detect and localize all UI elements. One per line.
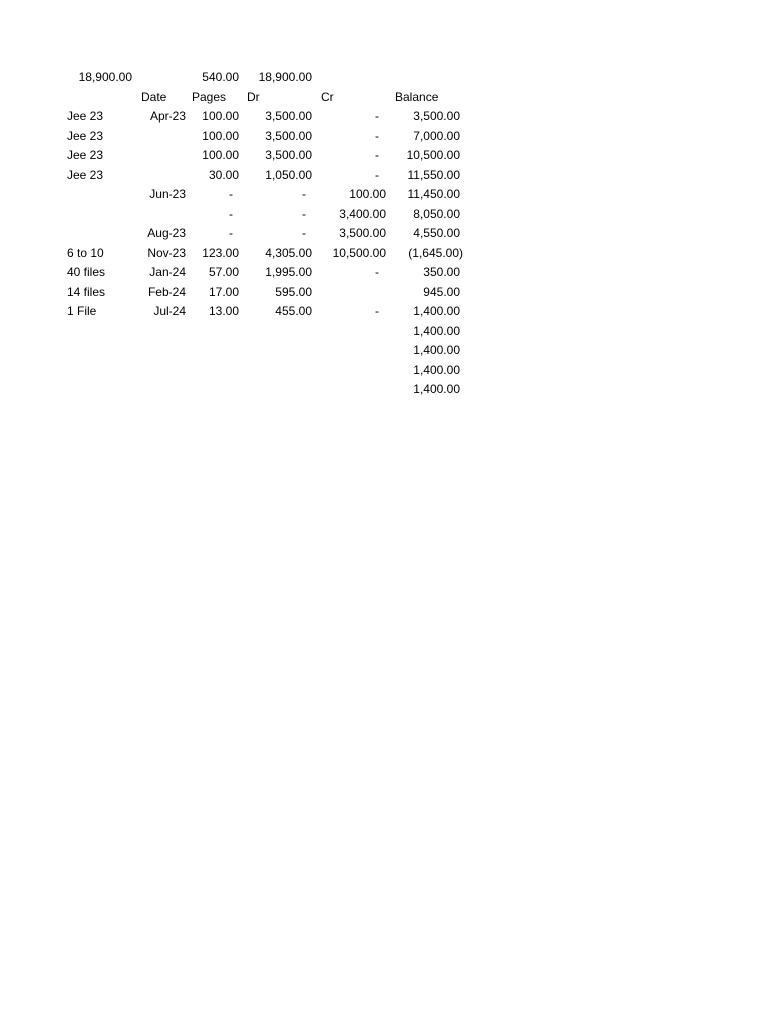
cell-dr xyxy=(239,380,312,400)
cell-dr xyxy=(239,341,312,361)
table-row xyxy=(0,146,768,166)
cell-dr: - xyxy=(302,226,306,240)
cell-cr xyxy=(312,341,386,361)
cell-description: Jee 23 xyxy=(67,148,104,162)
cell-dr: 4,305.00 xyxy=(265,245,312,260)
cell-balance: 11,450.00 xyxy=(407,187,460,201)
table-row xyxy=(0,263,768,283)
cell-dr xyxy=(239,361,312,381)
cell-balance: 1,400.00 xyxy=(413,362,460,377)
cell-description xyxy=(67,341,137,361)
cell-dr: 3,500.00 xyxy=(265,148,312,162)
table-row xyxy=(0,127,768,147)
table-row xyxy=(0,341,768,361)
header-date: Date xyxy=(141,89,167,104)
cell-cr: - xyxy=(375,265,379,279)
cell-pages xyxy=(186,361,239,381)
cell-cr: - xyxy=(375,128,379,143)
cell-cr: 10,500.00 xyxy=(332,245,386,260)
cell-cr xyxy=(312,283,386,303)
cell-cr: - xyxy=(375,109,379,123)
cell-dr: 1,995.00 xyxy=(265,265,312,279)
cell-balance: 1,400.00 xyxy=(413,323,460,338)
table-row xyxy=(0,166,768,186)
cell-description: Jee 23 xyxy=(67,167,104,182)
cell-date xyxy=(130,205,186,225)
cell-balance: (1,645.00) xyxy=(408,245,463,260)
cell-cr: 100.00 xyxy=(349,187,386,201)
header-dr: Dr xyxy=(247,89,260,104)
cell-dr: 3,500.00 xyxy=(265,128,312,143)
totals-row xyxy=(0,68,768,88)
total-amount: 18,900.00 xyxy=(78,70,132,84)
cell-pages: 123.00 xyxy=(202,245,239,260)
cell-description xyxy=(67,205,137,225)
cell-date: Aug-23 xyxy=(147,226,186,240)
cell-description xyxy=(67,361,137,381)
cell-date xyxy=(130,127,186,147)
cell-balance: 945.00 xyxy=(423,284,460,299)
cell-description xyxy=(67,185,137,205)
ledger-sheet xyxy=(0,68,768,400)
cell-date xyxy=(130,322,186,342)
cell-dr xyxy=(239,322,312,342)
cell-pages xyxy=(186,380,239,400)
cell-dr: - xyxy=(302,187,306,201)
cell-pages: 57.00 xyxy=(208,265,239,279)
cell-balance: 1,400.00 xyxy=(413,343,460,357)
cell-date: Feb-24 xyxy=(147,284,186,299)
cell-date xyxy=(130,380,186,400)
cell-cr: 3,500.00 xyxy=(339,226,386,240)
cell-description: 6 to 10 xyxy=(67,245,104,260)
cell-pages: 100.00 xyxy=(202,109,239,123)
cell-pages: 13.00 xyxy=(208,304,239,318)
cell-pages: 100.00 xyxy=(202,128,239,143)
table-row xyxy=(0,224,768,244)
cell-pages: - xyxy=(229,187,233,201)
table-row xyxy=(0,380,768,400)
cell-cr xyxy=(312,361,386,381)
cell-description xyxy=(67,224,137,244)
cell-pages: - xyxy=(229,226,233,240)
cell-balance: 11,550.00 xyxy=(407,167,460,182)
cell-dr: 455.00 xyxy=(275,304,312,318)
cell-balance: 1,400.00 xyxy=(413,382,460,396)
cell-cr xyxy=(312,322,386,342)
table-row xyxy=(0,185,768,205)
cell-dr: - xyxy=(302,206,306,221)
cell-description xyxy=(67,380,137,400)
cell-balance: 4,550.00 xyxy=(413,226,460,240)
cell-description: 14 files xyxy=(67,284,106,299)
total-dr: 18,900.00 xyxy=(258,70,312,84)
cell-date: Apr-23 xyxy=(149,109,186,123)
cell-date: Nov-23 xyxy=(147,245,186,260)
header-cr: Cr xyxy=(321,89,334,104)
cell-description: 1 File xyxy=(67,304,97,318)
cell-description: Jee 23 xyxy=(67,109,104,123)
table-row xyxy=(0,361,768,381)
cell-pages: 100.00 xyxy=(202,148,239,162)
cell-date: Jan-24 xyxy=(149,265,186,279)
header-balance: Balance xyxy=(395,89,439,104)
table-row xyxy=(0,244,768,264)
table-row xyxy=(0,283,768,303)
cell-dr: 595.00 xyxy=(275,284,312,299)
table-row xyxy=(0,322,768,342)
cell-balance: 7,000.00 xyxy=(413,128,460,143)
cell-balance: 3,500.00 xyxy=(413,109,460,123)
cell-pages: 17.00 xyxy=(208,284,239,299)
cell-dr: 3,500.00 xyxy=(265,109,312,123)
cell-pages: 30.00 xyxy=(208,167,239,182)
cell-pages xyxy=(186,341,239,361)
total-pages: 540.00 xyxy=(202,70,239,84)
cell-cr: - xyxy=(375,304,379,318)
cell-date xyxy=(130,361,186,381)
cell-date xyxy=(130,341,186,361)
cell-dr: 1,050.00 xyxy=(265,167,312,182)
cell-date xyxy=(130,146,186,166)
cell-cr xyxy=(312,380,386,400)
cell-cr: - xyxy=(375,167,379,182)
table-row xyxy=(0,205,768,225)
cell-balance: 1,400.00 xyxy=(413,304,460,318)
cell-cr: 3,400.00 xyxy=(339,206,386,221)
header-pages: Pages xyxy=(192,89,227,104)
table-row xyxy=(0,107,768,127)
cell-balance: 350.00 xyxy=(423,265,460,279)
cell-date xyxy=(130,166,186,186)
cell-description xyxy=(67,322,137,342)
cell-pages: - xyxy=(229,206,233,221)
ledger-rows xyxy=(0,107,768,400)
header-row xyxy=(0,88,768,108)
cell-cr: - xyxy=(375,148,379,162)
cell-description: 40 files xyxy=(67,265,106,279)
table-row xyxy=(0,302,768,322)
cell-pages xyxy=(186,322,239,342)
cell-description: Jee 23 xyxy=(67,128,104,143)
cell-date: Jul-24 xyxy=(153,304,186,318)
cell-date: Jun-23 xyxy=(149,187,186,201)
cell-balance: 8,050.00 xyxy=(413,206,460,221)
cell-balance: 10,500.00 xyxy=(406,148,460,162)
